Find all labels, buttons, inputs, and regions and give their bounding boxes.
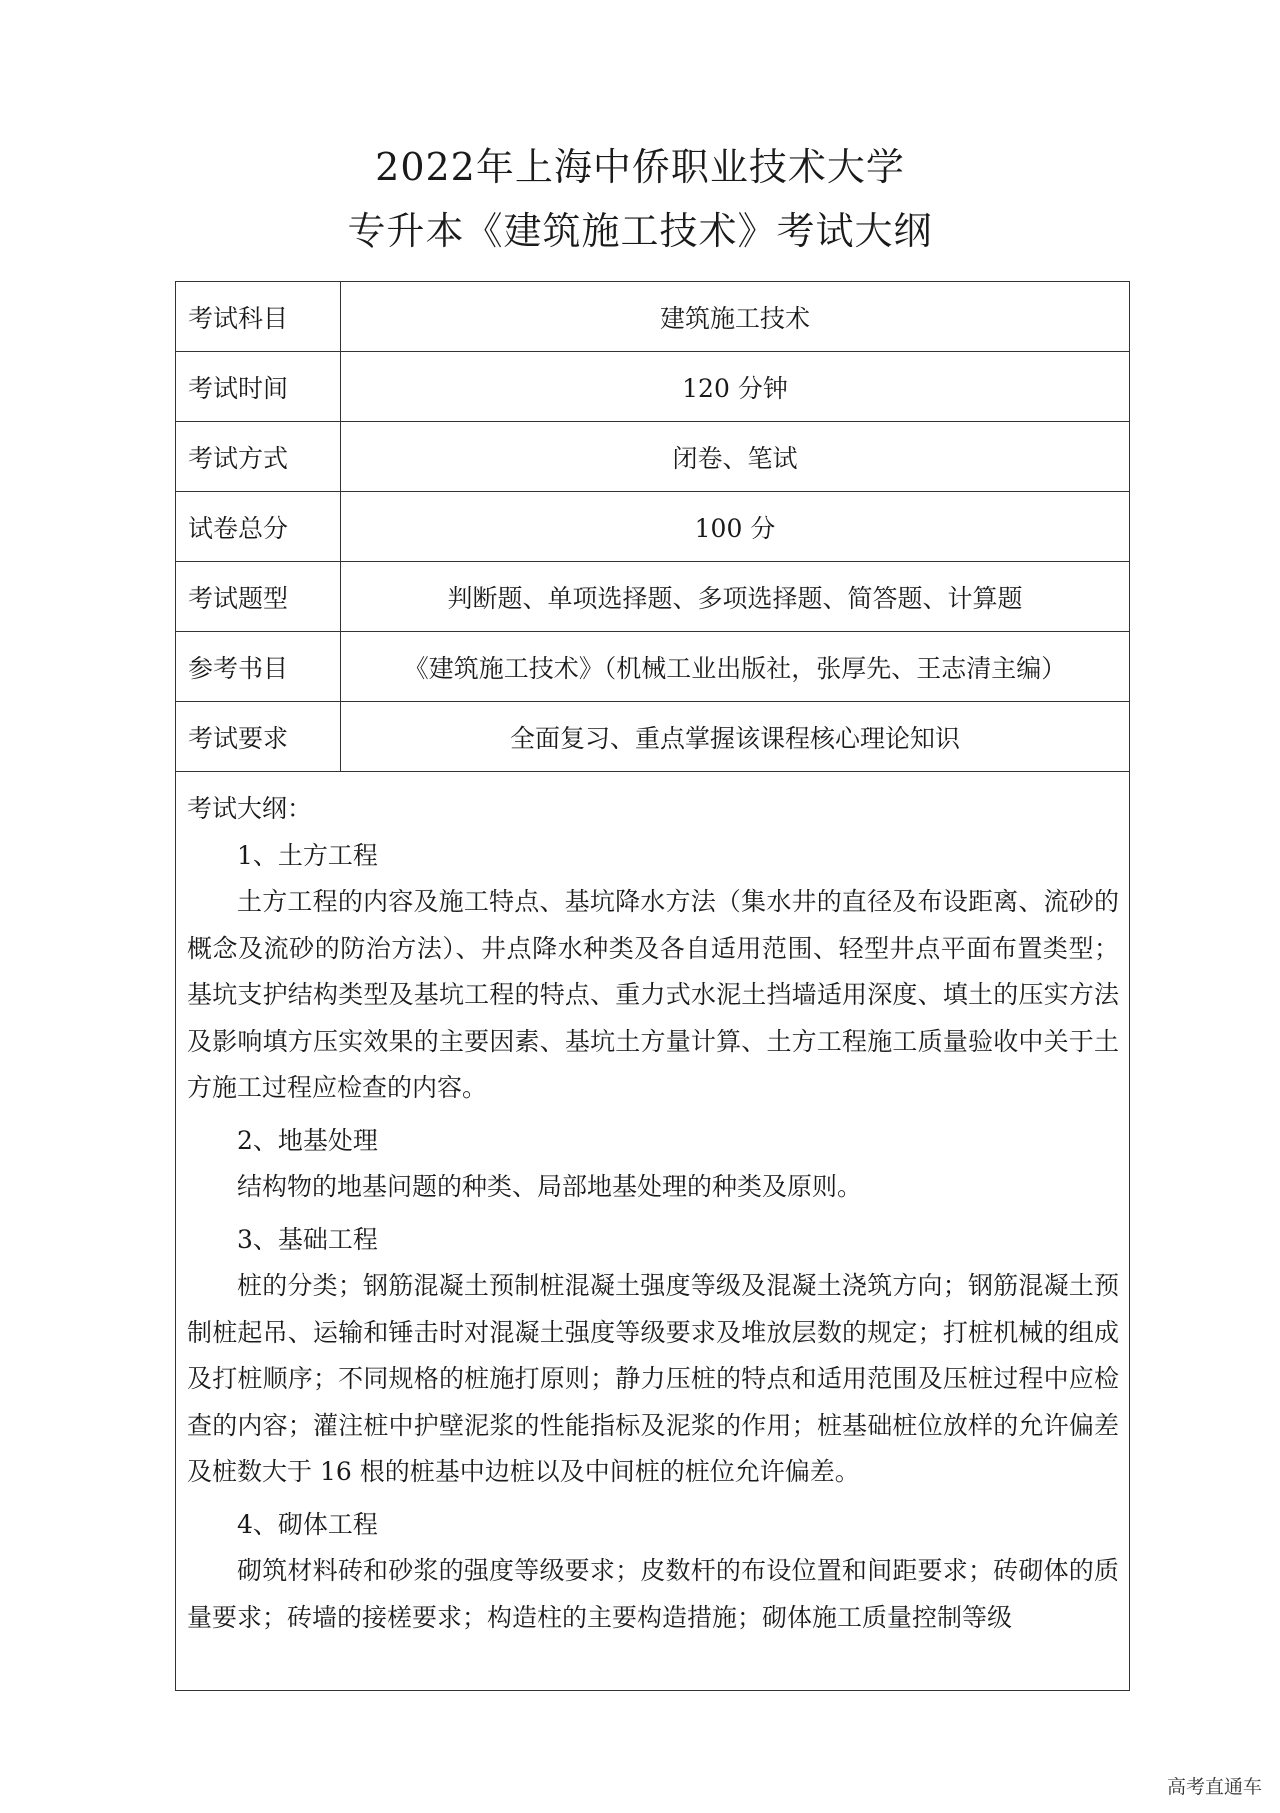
row-label: 考试科目 xyxy=(176,282,341,352)
title-line-1: 2022年上海中侨职业技术大学 xyxy=(375,145,905,189)
section-title-foundation-treatment: 2、地基处理 xyxy=(237,1125,378,1155)
exam-info-table xyxy=(175,281,1130,772)
row-label: 考试题型 xyxy=(176,562,341,632)
row-value: 判断题、单项选择题、多项选择题、简答题、计算题 xyxy=(341,562,1130,632)
row-value: 建筑施工技术 xyxy=(341,282,1130,352)
row-label: 参考书目 xyxy=(176,632,341,702)
section-body-foundation-engineering: 桩的分类；钢筋混凝土预制桩混凝土强度等级及混凝土浇筑方向；钢筋混凝土预制桩起吊、运输和锤击时对混凝土强度等级要求及堆放层数的规定；打桩机械的组成及打桩顺序；不同规格的桩施打原则；静力压桩的特点和适用范围及压桩过程中应检查的内容；灌注桩中护壁泥浆的性能指标及泥浆的作用；桩基础桩位放样的允许偏差及桩数大于 16 根的桩基中边桩以及中间桩的桩位允许偏差。 xyxy=(187,1271,1119,1486)
row-value: 100 分 xyxy=(341,492,1130,562)
title-line-2: 专升本《建筑施工技术》考试大纲 xyxy=(347,209,933,253)
section-title-foundation-engineering: 3、基础工程 xyxy=(237,1224,378,1254)
exam-outline-box xyxy=(175,772,1130,1691)
table-row xyxy=(176,422,1130,492)
row-label: 考试时间 xyxy=(176,352,341,422)
section-body-foundation-treatment: 结构物的地基问题的种类、局部地基处理的种类及原则。 xyxy=(237,1172,863,1201)
table-row xyxy=(176,282,1130,352)
row-value: 全面复习、重点掌握该课程核心理论知识 xyxy=(341,702,1130,772)
row-value: 120 分钟 xyxy=(341,352,1130,422)
row-value: 闭卷、笔试 xyxy=(341,422,1130,492)
watermark: 高考直通车 xyxy=(1166,1776,1262,1798)
section-title-masonry: 4、砌体工程 xyxy=(237,1509,378,1539)
row-label: 考试要求 xyxy=(176,702,341,772)
table-row xyxy=(176,352,1130,422)
table-row xyxy=(176,632,1130,702)
outline-heading: 考试大纲： xyxy=(187,794,313,823)
section-title-earthwork: 1、土方工程 xyxy=(237,840,378,870)
table-row xyxy=(176,562,1130,632)
row-label: 考试方式 xyxy=(176,422,341,492)
table-row xyxy=(176,702,1130,772)
document-title xyxy=(0,142,1280,256)
row-value: 《建筑施工技术》（机械工业出版社，张厚先、王志清主编） xyxy=(341,632,1130,702)
section-body-masonry: 砌筑材料砖和砂浆的强度等级要求；皮数杆的布设位置和间距要求；砖砌体的质量要求；砖墙的接槎要求；构造柱的主要构造措施；砌体施工质量控制等级 xyxy=(187,1556,1119,1632)
row-label: 试卷总分 xyxy=(176,492,341,562)
section-body-earthwork: 土方工程的内容及施工特点、基坑降水方法（集水井的直径及布设距离、流砂的概念及流砂的防治方法）、井点降水种类及各自适用范围、轻型井点平面布置类型；基坑支护结构类型及基坑工程的特点、重力式水泥土挡墙适用深度、填土的压实方法及影响填方压实效果的主要因素、基坑土方量计算、土方工程施工质量验收中关于土方施工过程应检查的内容。 xyxy=(187,887,1119,1102)
table-row xyxy=(176,492,1130,562)
